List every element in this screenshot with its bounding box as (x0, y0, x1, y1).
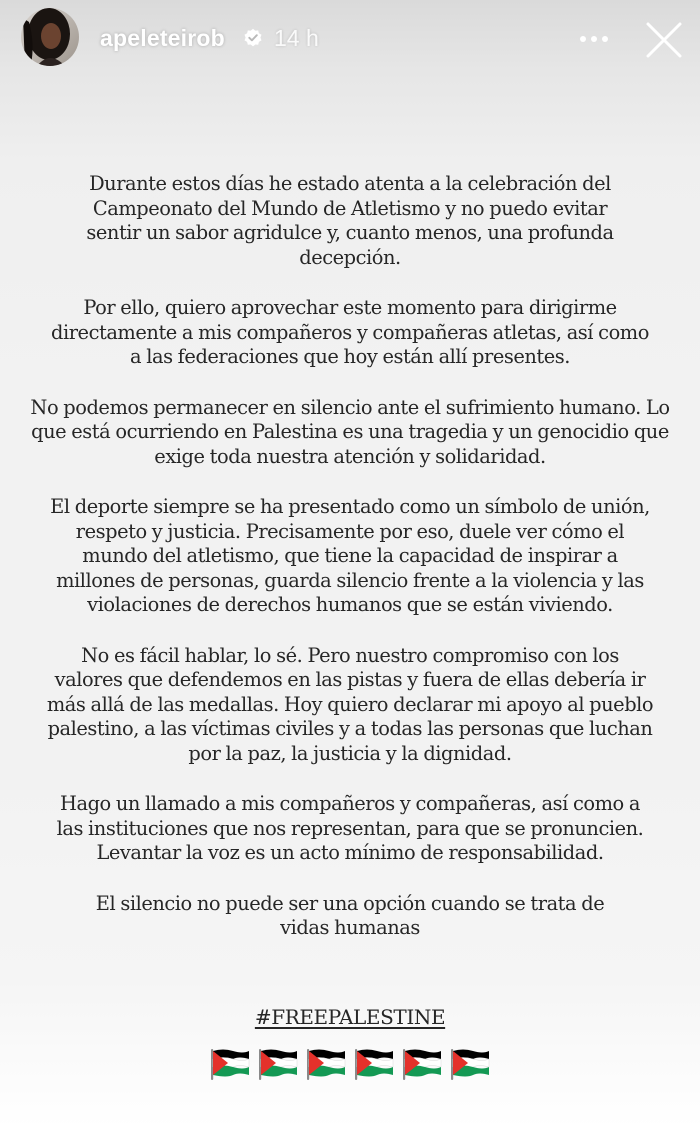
hashtag-link[interactable] (0, 1005, 700, 1029)
statement-paragraph: No podemos permanecer en silencio ante el sufrimiento humano. Lo que está ocurriendo en Palestina es una tragedia y un genocidio que exige toda nuestra atención y solidaridad. (30, 395, 670, 468)
palestine-flag-icon (209, 1046, 251, 1082)
palestine-flag-icon (257, 1046, 299, 1082)
avatar[interactable] (21, 8, 79, 66)
palestine-flag-icon (353, 1046, 395, 1082)
verified-badge-icon (243, 28, 263, 48)
statement-paragraph: No es fácil hablar, lo sé. Pero nuestro compromiso con los valores que defendemos en las pistas y fuera de ellas debería ir más allá de las medallas. Hoy quiero declarar mi apoyo al pueblo palestino, a las víctimas civiles y a todas las personas que luchan por la paz, la justicia y la dignidad. (46, 643, 654, 765)
statement-paragraph: Por ello, quiero aprovechar este momento para dirigirme directamente a mis compañeros y compañeras atletas, así como a las federaciones que hoy están allí presentes. (51, 296, 649, 368)
statement-paragraph: El deporte siempre se ha presentado como un símbolo de unión, respeto y justicia. Precisamente por eso, duele ver cómo el mundo del atletismo, que tiene la capacidad de inspirar a millones de personas, guarda silencio frente a la violencia y las violaciones de derechos humanos que se están viviendo. (50, 495, 650, 616)
post-timestamp: 14 h (274, 25, 319, 51)
palestine-flag-icon (305, 1046, 347, 1082)
statement-paragraph: Durante estos días he estado atenta a la celebración del Campeonato del Mundo de Atletismo y no puedo evitar sentir un sabor agridulce y, cuanto menos, una profunda decepción. (86, 172, 614, 269)
statement-paragraph: El silencio no puede ser una opción cuando se trata de vidas humanas (95, 891, 605, 939)
username[interactable]: apeleteirob (100, 25, 225, 51)
more-options-icon[interactable] (572, 24, 616, 54)
story-header (0, 0, 700, 80)
palestine-flag-icon (401, 1046, 443, 1082)
close-icon[interactable] (640, 16, 688, 64)
hashtag-text[interactable]: #FREEPALESTINE (254, 1005, 446, 1029)
flag-emoji-row (0, 1046, 700, 1086)
statement-paragraph: Hago un llamado a mis compañeros y compañeras, así como a las instituciones que nos representan, para que se pronuncien. Levantar la voz es un acto mínimo de responsabilidad. (56, 792, 644, 864)
palestine-flag-icon (449, 1046, 491, 1082)
statement-text (0, 172, 700, 967)
